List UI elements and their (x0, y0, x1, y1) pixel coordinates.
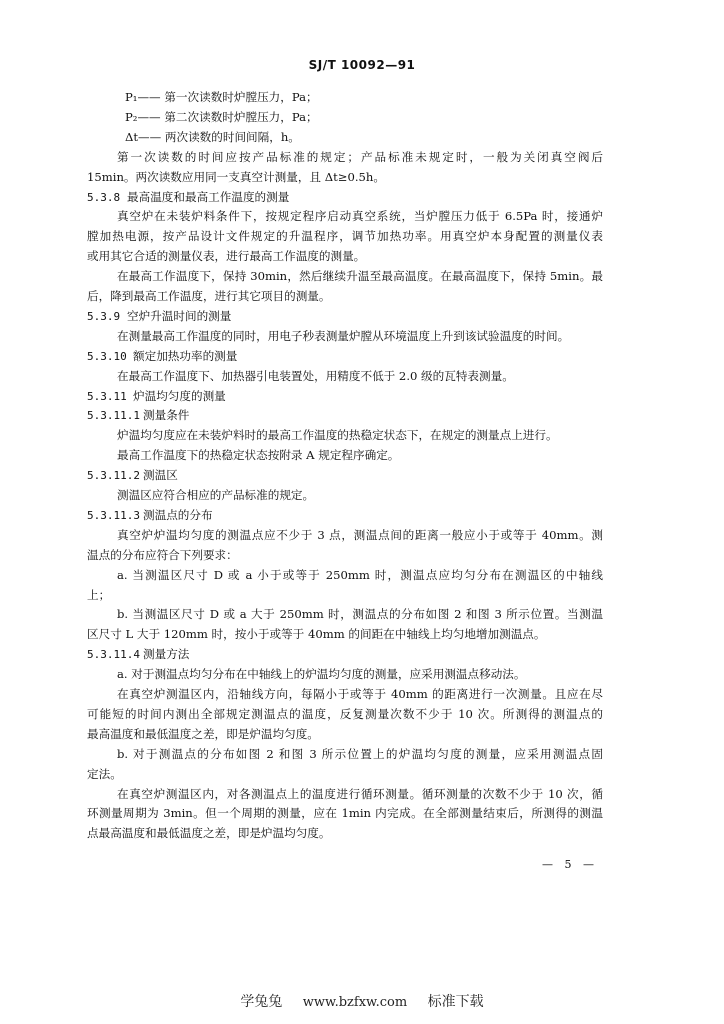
watermark-url: www.bzfxw.com (302, 995, 408, 1010)
section-title: 测量条件 (143, 408, 190, 423)
section-title: 测量方法 (143, 647, 190, 662)
paragraph-line: 真空炉在未装炉料条件下，按规定程序启动真空系统，当炉膛压力低于 6.5Pa 时，接通炉 (117, 209, 603, 224)
variable-definition: P₁—— 第一次读数时炉膛压力，Pa； (125, 90, 318, 104)
paragraph-line: 点最高温度和最低温度之差，即是炉温均匀度。 (87, 826, 331, 841)
site-watermark (0, 991, 724, 1011)
section-heading-5-3-8 (87, 188, 603, 208)
section-number: 5.3.11.3 (87, 508, 140, 522)
section-heading-5-3-11 (87, 387, 603, 407)
paragraph-line: 第一次读数的时间应按产品标准的规定；产品标准未规定时，一般为关闭真空阀后 (117, 149, 603, 164)
section-number: 5.3.10 (87, 349, 127, 363)
section-number: 5.3.11 (87, 389, 127, 403)
paragraph-line: 在最高工作温度下，保持 30min，然后继续升温至最高温度。在最高温度下，保持 5min。最 (117, 269, 603, 284)
paragraph-line: 真空炉炉温均匀度的测温点应不少于 3 点，测温点间的距离一般应小于或等于 40mm。测 (117, 527, 603, 542)
paragraph-line: 环测量周期为 3min。但一个周期的测量，应在 1min 内完成。在全部测量结束后，所测得的测温 (87, 806, 603, 821)
section-title: 空炉升温时间的测量 (127, 308, 232, 323)
list-item-b: b. 当测温区尺寸 D 或 a 大于 250mm 时，测温点的分布如图 2 和图 3 所示位置。当测温 (117, 607, 603, 622)
section-title: 测温区 (143, 468, 178, 483)
paragraph-line: 最高温度和最低温度之差，即是炉温均匀度。 (87, 726, 319, 741)
paragraph-line: 15min。两次读数应用同一支真空计测量，且 Δt≥0.5h。 (87, 169, 385, 184)
list-item-continuation: 区尺寸 L 大于 120mm 时，按小于或等于 40mm 的间距在中轴线上均匀地增加测温点。 (87, 627, 546, 642)
document-body (87, 88, 603, 844)
paragraph-line: 炉温均匀度应在未装炉料时的最高工作温度的热稳定状态下，在规定的测量点上进行。 (117, 428, 558, 443)
section-title: 炉温均匀度的测量 (133, 388, 226, 403)
variable-definition: Δt—— 两次读数的时间间隔，h。 (125, 129, 300, 144)
paragraph-line: 或用其它合适的测量仪表，进行最高工作温度的测量。 (87, 249, 366, 264)
section-heading-5-3-11-1 (87, 406, 603, 426)
section-number: 5.3.11.2 (87, 469, 140, 483)
variable-definition: P₂—— 第二次读数时炉膛压力，Pa； (125, 109, 318, 124)
section-number: 5.3.11.1 (87, 409, 140, 423)
section-number: 5.3.8 (87, 190, 121, 204)
list-item-a: a. 对于测温点均匀分布在中轴线上的炉温均匀度的测量，应采用测温点移动法。 (117, 667, 526, 682)
paragraph-line: 后，降到最高工作温度，进行其它项目的测量。 (87, 289, 331, 303)
paragraph-line: 最高工作温度下的热稳定状态按附录 A 规定程序确定。 (117, 448, 400, 463)
list-item-b: b. 对于测温点的分布如图 2 和图 3 所示位置上的炉温均匀度的测量，应采用测温点固 (117, 746, 603, 761)
paragraph-line: 在真空炉测温区内，对各测温点上的温度进行循环测量。循环测量的次数不少于 10 次，循 (117, 786, 603, 801)
section-heading-5-3-11-2 (87, 466, 603, 486)
watermark-tagline: 标准下载 (427, 994, 484, 1010)
section-heading-5-3-11-4 (87, 645, 603, 665)
standard-code-header: SJ/T 10092—91 (308, 58, 416, 72)
section-number: 5.3.9 (87, 309, 121, 323)
page-number: — 5 — (542, 858, 598, 871)
paragraph-line: 在最高工作温度下、加热器引电装置处，用精度不低于 2.0 级的瓦特表测量。 (117, 368, 514, 383)
section-heading-5-3-10 (87, 347, 603, 367)
section-title: 测温点的分布 (143, 507, 213, 522)
paragraph-line: 测温区应符合相应的产品标准的规定。 (117, 488, 315, 503)
section-heading-5-3-11-3 (87, 506, 603, 526)
list-item-continuation: 上； (87, 587, 111, 602)
paragraph-line: 膛加热电源，按产品设计文件规定的升温程序，调节加热功率。用真空炉本身配置的测量仪表 (87, 229, 603, 244)
list-item-a: a. 当测温区尺寸 D 或 a 小于或等于 250mm 时，测温点应均匀分布在测温区的中轴线 (117, 567, 603, 582)
paragraph-line: 可能短的时间内测出全部规定测温点的温度，反复测量次数不少于 10 次。所测得的测温点的 (87, 706, 603, 721)
paragraph-line: 在真空炉测温区内，沿轴线方向，每隔小于或等于 40mm 的距离进行一次测量。且应在尽 (117, 687, 603, 702)
section-number: 5.3.11.4 (87, 648, 140, 662)
section-title: 额定加热功率的测量 (133, 348, 238, 363)
watermark-brand: 学兔兔 (240, 994, 283, 1010)
paragraph-line: 温点的分布应符合下列要求： (87, 547, 238, 562)
section-title: 最高温度和最高工作温度的测量 (127, 189, 290, 204)
section-heading-5-3-9 (87, 307, 603, 327)
list-item-continuation: 定法。 (87, 766, 122, 781)
paragraph-line: 在测量最高工作温度的同时，用电子秒表测量炉膛从环境温度上升到该试验温度的时间。 (117, 328, 570, 343)
